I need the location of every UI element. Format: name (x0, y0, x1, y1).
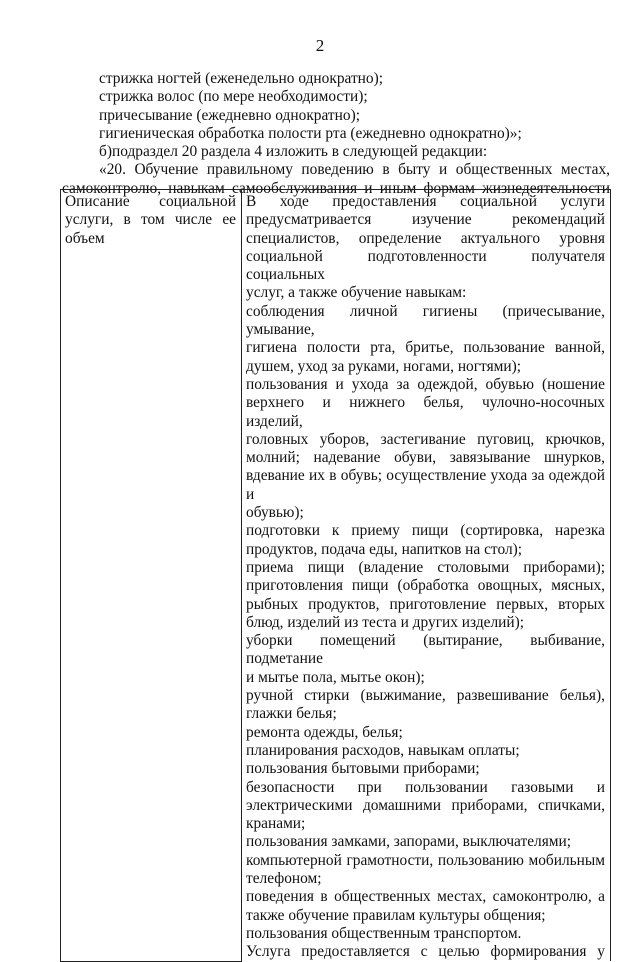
description-line: душем, уход за руками, ногами, ногтями); (246, 357, 522, 375)
description-line: Услуга предоставляется с целью формирования у (246, 943, 605, 961)
description-line: рыбных продуктов, приготовление первых, вторых (246, 595, 605, 613)
description-line: планирования расходов, навыкам оплаты; (246, 741, 520, 759)
intro-line: гигиеническая обработка полости рта (ежедневно однократно)»; (99, 124, 522, 142)
description-line: подготовки к приему пищи (сортировка, нарезка (246, 522, 605, 540)
description-line: молний; надевание обуви, завязывание шнурков, (246, 449, 605, 467)
service-label-cell (61, 190, 242, 962)
service-table (60, 189, 611, 962)
description-line: также обучение правилам культуры общения; (246, 906, 546, 924)
description-line: приема пищи (владение столовыми приборами); (246, 558, 605, 576)
description-line: телефоном; (246, 869, 322, 887)
page-number: 2 (315, 36, 325, 55)
description-line: верхнего и нижнего белья, чулочно-носочных изделий, (246, 394, 605, 430)
label-line: Описание социальной (65, 193, 236, 210)
section-paragraph-line: «20. Обучение правильному поведению в быту и общественных местах, (99, 161, 610, 179)
description-line: уборки помещений (вытирание, выбивание, подметание (246, 632, 605, 668)
description-line: ручной стирки (выжимание, развешивание белья), (246, 687, 605, 705)
description-line: пользования замками, запорами, выключателями; (246, 833, 572, 851)
section-paragraph-line: самоконтролю, навыкам самообслуживания и иным формам жизнедеятельности (62, 179, 610, 197)
description-line: В ходе предоставления социальной услуги (246, 193, 605, 210)
description-line: ремонта одежды, белья; (246, 723, 403, 741)
service-description-cell (242, 190, 611, 962)
label-line: объем (65, 229, 105, 247)
description-line: услуг, а также обучение навыкам: (246, 284, 467, 302)
description-line: приготовления пищи (обработка овощных, мясных, (246, 577, 605, 595)
description-line: соблюдения личной гигиены (причесывание, умывание, (246, 302, 605, 339)
description-line: кранами; (246, 815, 306, 833)
description-line: обувью); (246, 504, 304, 522)
intro-line: б)подраздел 20 раздела 4 изложить в следующей редакции: (99, 143, 488, 161)
description-line: глажки белья; (246, 705, 337, 723)
description-line: пользования бытовыми приборами; (246, 760, 480, 778)
description-line: пользования и ухода за одеждой, обувью (ношение (246, 375, 605, 393)
intro-text (62, 70, 610, 198)
intro-line: стрижка ногтей (еженедельно однократно); (99, 70, 384, 87)
intro-line: стрижка волос (по мере необходимости); (99, 88, 368, 106)
description-line: вдевание их в обувь; осуществление ухода за одеждой и (246, 467, 605, 503)
description-line: пользования общественным транспортом. (246, 924, 522, 942)
description-line: поведения в общественных местах, самоконтролю, а (246, 888, 605, 906)
description-line: головных уборов, застегивание пуговиц, крючков, (246, 430, 605, 448)
intro-line: причесывание (ежедневно однократно); (99, 106, 360, 124)
description-line: электрическими домашними приборами, спичками, (246, 796, 605, 814)
description-line: продуктов, подача еды, напитков на стол); (246, 540, 523, 558)
table-row (61, 190, 611, 962)
description-line: социальной подготовленности получателя социальных (246, 247, 605, 284)
label-line: услуги, в том числе ее (65, 211, 236, 229)
description-line: блюд, изделий из теста и других изделий); (246, 613, 525, 631)
description-line: и мытье пола, мытье окон); (246, 668, 425, 686)
description-line: гигиена полости рта, бритье, пользование ванной, (246, 339, 605, 357)
description-line: предусматривается изучение рекомендаций (246, 211, 605, 229)
description-line: специалистов, определение актуального уровня (246, 229, 605, 247)
description-line: безопасности при пользовании газовыми и (246, 778, 605, 796)
description-line: компьютерной грамотности, пользованию мобильным (246, 851, 605, 869)
